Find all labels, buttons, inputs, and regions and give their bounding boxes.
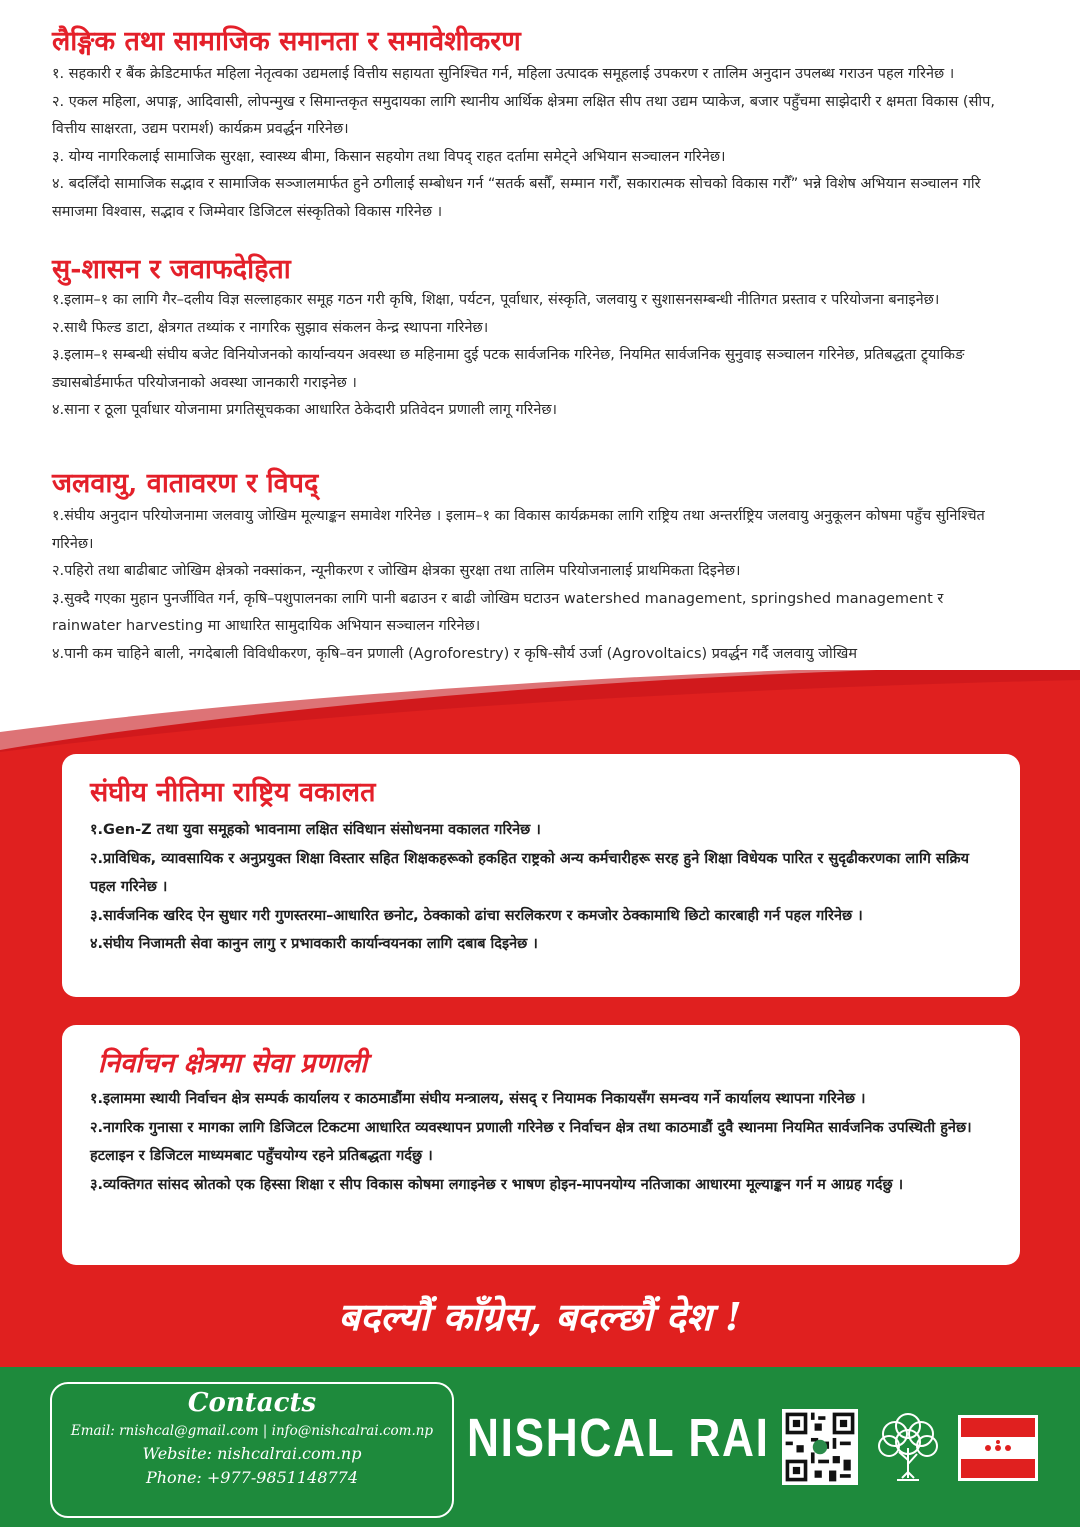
- section-paragraph: १. सहकारी र बैंक क्रेडिटमार्फत महिला नेतृत्वका उद्यमलाई वित्तीय सहायता सुनिश्चित गर्न, महिला उत्पादक समूहलाई उपकरण र तालिम अनुदान उपलब्ध गराउन पहल गरिनेछ ।: [52, 66, 955, 83]
- section-paragraph: १.इलाम–१ का लागि गैर–दलीय विज्ञ सल्लाहकार समूह गठन गरी कृषि, शिक्षा, पर्यटन, पूर्वाधार, संस्कृति, जलवायु र सुशासनसम्बन्धी नीतिगत प्रस्ताव र परियोजना बनाइनेछ।: [52, 292, 940, 309]
- contact-email[interactable]: Email: rnishcal@gmail.com | info@nishcalrai.com.np: [70, 1423, 434, 1439]
- tree-icon: [875, 1412, 941, 1486]
- card-body: [90, 1085, 995, 1199]
- section-gender-equality: [52, 26, 1007, 226]
- campaign-slogan: बदल्यौं काँग्रेस, बदल्छौं देश !: [338, 1294, 742, 1339]
- footer: [0, 1367, 1080, 1527]
- section-title: सु-शासन र जवाफदेहिता: [52, 254, 291, 285]
- section-paragraph: ४.साना र ठूला पूर्वाधार योजनामा प्रगतिसूचकका आधारित ठेकेदारी प्रतिवेदन प्रणाली लागू गरिनेछ।: [52, 402, 558, 419]
- section-paragraph: ३.सुक्दै गएका मुहान पुनर्जीवित गर्न, कृषि–पशुपालनका लागि पानी बढाउन र बाढी जोखिम घटाउन watershed management, springshed management र rainwater harvesting मा आधारित सामुदायिक अभियान सञ्चालन गरिनेछ।: [52, 590, 944, 635]
- card-paragraph: ४.संघीय निजामती सेवा कानुन लागु र प्रभावकारी कार्यान्वयनका लागि दबाब दिइनेछ ।: [90, 936, 538, 952]
- section-paragraph: ३.इलाम–१ सम्बन्धी संघीय बजेट विनियोजनको कार्यान्वयन अवस्था छ महिनामा दुई पटक सार्वजनिक गरिनेछ, नियमित सार्वजनिक सुनुवाइ सञ्चालन गरिनेछ, प्रतिबद्धता ट्र्याकिङ ड्यासबोर्डमार्फत परियोजनाको अवस्था जानकारी गराइनेछ ।: [52, 347, 965, 391]
- party-flag-icon: [958, 1415, 1038, 1481]
- section-paragraph: ४.पानी कम चाहिने बाली, नगदेबाली विविधीकरण, कृषि–वन प्रणाली (Agroforestry) र कृषि-सौर्य उर्जा (Agrovoltaics) प्रवर्द्धन गर्दै जलवायु जोखिम: [52, 645, 858, 662]
- section-paragraph: २.पहिरो तथा बाढीबाट जोखिम क्षेत्रको नक्सांकन, न्यूनीकरण र जोखिम क्षेत्रका सुरक्षा तथा तालिम परियोजनालाई प्राथमिकता दिइनेछ।: [52, 563, 741, 580]
- card-paragraph: १.Gen-Z तथा युवा समूहको भावनामा लक्षित संविधान संसोधनमा वकालत गरिनेछ ।: [90, 822, 541, 838]
- section-paragraph: २.साथै फिल्ड डाटा, क्षेत्रगत तथ्यांक र नागरिक सुझाव संकलन केन्द्र स्थापना गरिनेछ।: [52, 319, 489, 336]
- card-constituency-service: [62, 1025, 1020, 1265]
- card-paragraph: ३.व्यक्तिगत सांसद स्रोतको एक हिस्सा शिक्षा र सीप विकास कोषमा लगाइनेछ र भाषण होइन-मापनयोग्य नतिजाका आधारमा मूल्याङ्कन गर्न म आग्रह गर्दछु ।: [90, 1176, 904, 1193]
- card-paragraph: १.इलाममा स्थायी निर्वाचन क्षेत्र सम्पर्क कार्यालय र काठमाडौंमा संघीय मन्त्रालय, संसद् र नियामक निकायसँग समन्वय गर्ने कार्यालय स्थापना गरिनेछ ।: [90, 1091, 866, 1107]
- card-federal-advocacy: [62, 754, 1020, 997]
- contact-website[interactable]: Website: nishcalrai.com.np: [142, 1444, 362, 1463]
- section-paragraph: २. एकल महिला, अपाङ्ग, आदिवासी, लोपन्मुख र सिमान्तकृत समुदायका लागि स्थानीय आर्थिक क्षेत्रमा लक्षित सीप तथा उद्यम प्याकेज, बजार पहुँचमा साझेदारी र क्षमता विकास (सीप, वित्तीय साक्षरता, उद्यम परामर्श) कार्यक्रम प्रवर्द्धन गरिनेछ।: [52, 93, 995, 138]
- qr-code-icon[interactable]: [782, 1409, 858, 1485]
- contact-phone[interactable]: Phone: +977-9851148774: [145, 1468, 359, 1487]
- contacts-title: Contacts: [187, 1388, 317, 1418]
- section-climate-disaster: [52, 468, 1007, 668]
- card-paragraph: २.नागरिक गुनासा र मागका लागि डिजिटल टिकटमा आधारित व्यवस्थापन प्रणाली गरिनेछ र निर्वाचन क्षेत्र तथा काठमाडौं दुवै स्थानमा नियमित सार्वजनिक उपस्थिती हुनेछ। हटलाइन र डिजिटल माध्यमबाट पहुँचयोग्य रहने प्रतिबद्धता गर्दछु ।: [90, 1119, 972, 1164]
- card-body: [90, 816, 995, 959]
- card-paragraph: ३.सार्वजनिक खरिद ऐन सुधार गरी गुणस्तरमा–आधारित छनोट, ठेक्काको ढांचा सरलिकरण र कमजोर ठेक्कामाथि छिटो कारबाही गर्न पहल गरिनेछ ।: [90, 907, 863, 924]
- section-title: जलवायु, वातावरण र विपद्: [52, 468, 319, 499]
- manifesto-top-panel: [0, 0, 1080, 700]
- section-title: लैङ्गिक तथा सामाजिक समानता र समावेशीकरण: [52, 26, 521, 57]
- section-good-governance: [52, 254, 1007, 425]
- section-paragraph: ३. योग्य नागरिकलाई सामाजिक सुरक्षा, स्वास्थ्य बीमा, किसान सहयोग तथा विपद् राहत दर्तामा समेट्ने अभियान सञ्चालन गरिनेछ।: [52, 148, 726, 165]
- section-paragraph: १.संघीय अनुदान परियोजनामा जलवायु जोखिम मूल्याङ्कन समावेश गरिनेछ । इलाम–१ का विकास कार्यक्रमका लागि राष्ट्रिय तथा अन्तर्राष्ट्रिय जलवायु अनुकूलन कोषमा पहुँच सुनिश्चित गरिनेछ।: [52, 508, 985, 552]
- card-paragraph: २.प्राविधिक, व्यावसायिक र अनुप्रयुक्त शिक्षा विस्तार सहित शिक्षकहरूको हकहित राष्ट्रको अन्य कर्मचारीहरू सरह हुने शिक्षा विधेयक पारित र सुदृढीकरणका लागि सक्रिय पहल गरिनेछ ।: [90, 850, 970, 895]
- card-title: संघीय नीतिमा राष्ट्रिय वकालत: [90, 777, 376, 808]
- section-paragraph: ४. बदलिँदो सामाजिक सद्भाव र सामाजिक सञ्जालमार्फत हुने ठगीलाई सम्बोधन गर्न “सतर्क बसौँ, सम्मान गरौँ, सकारात्मक सोचको विकास गरौँ” भन्ने विशेष अभियान सञ्चालन गरि समाजमा विश्वास, सद्भाव र जिम्मेवार डिजिटल संस्कृतिको विकास गरिनेछ ।: [52, 176, 981, 220]
- red-banner: [0, 670, 1080, 1367]
- candidate-name: NISHCAL RAI: [467, 1408, 770, 1468]
- card-title: निर्वाचन क्षेत्रमा सेवा प्रणाली: [98, 1048, 368, 1079]
- contacts-box: [50, 1382, 454, 1518]
